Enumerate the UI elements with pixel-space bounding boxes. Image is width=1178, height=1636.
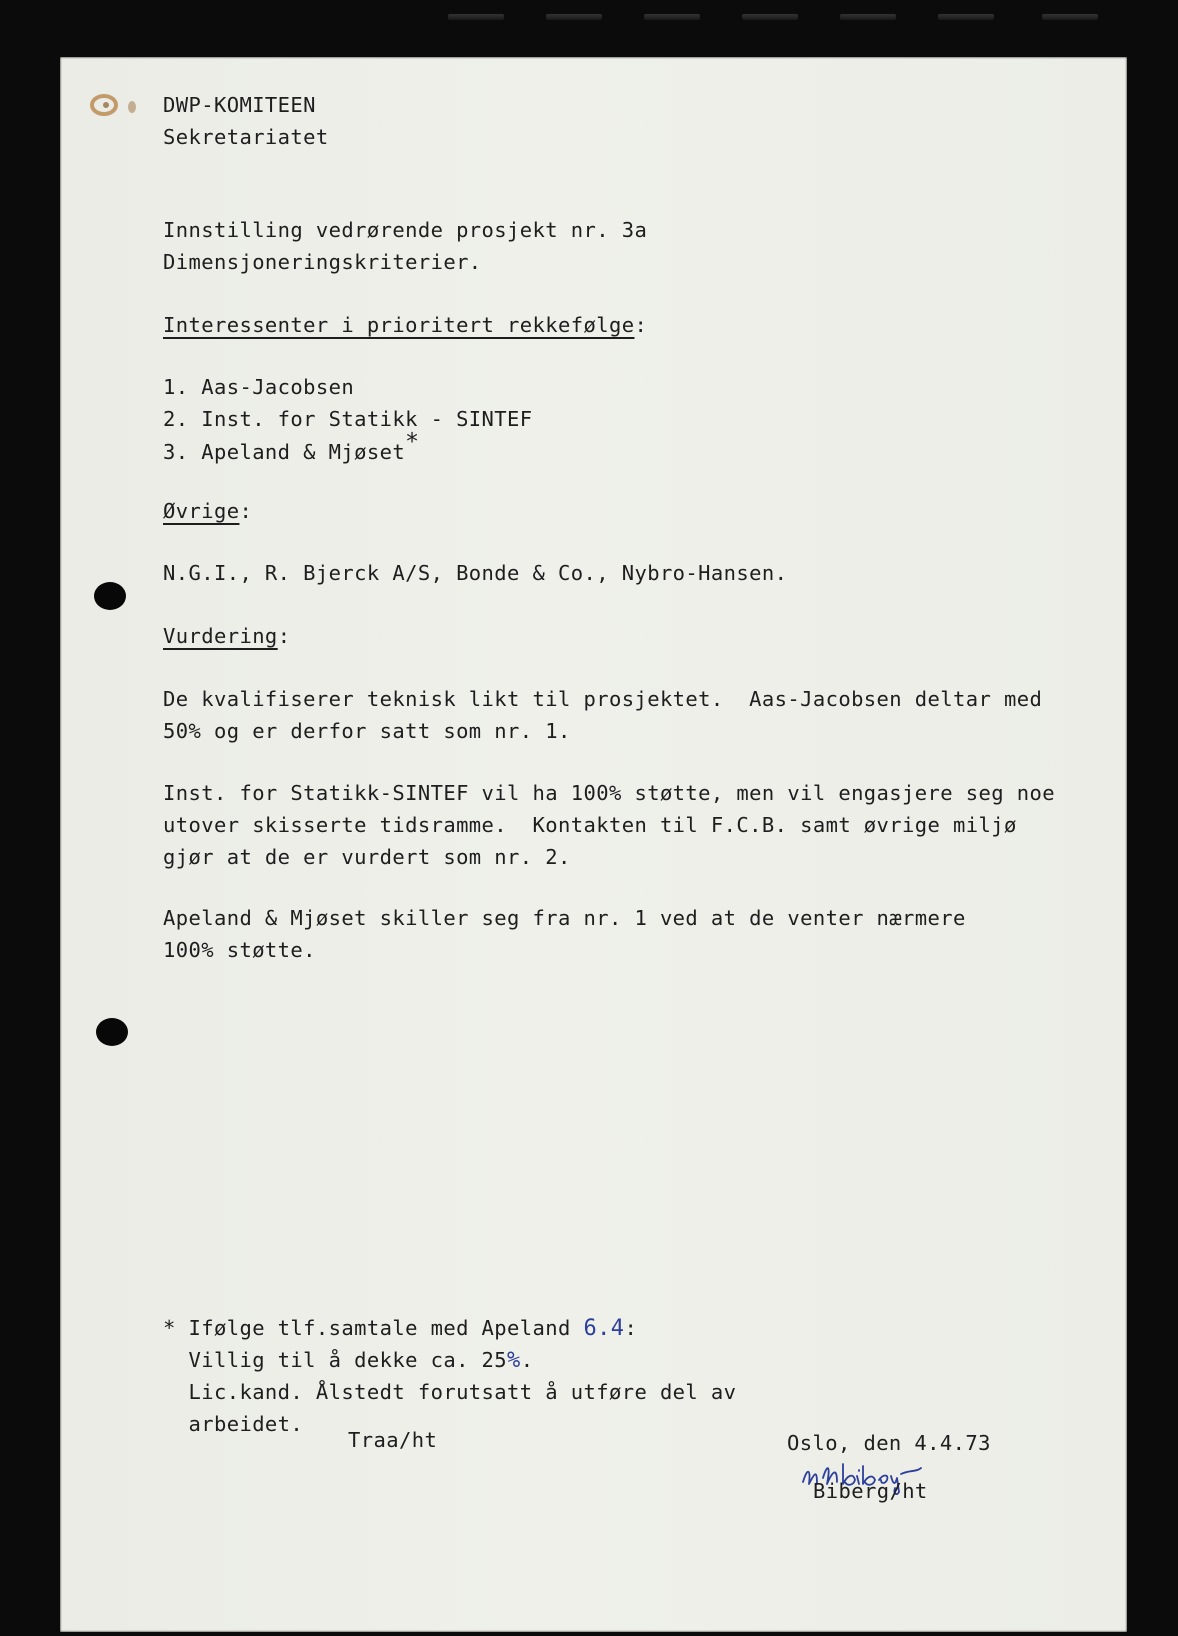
interessent-item: 1. Aas-Jacobsen	[163, 375, 355, 399]
subject-line-1: Innstilling vedrørende prosjekt nr. 3a	[163, 218, 648, 242]
footnote-line: arbeidet.	[163, 1412, 304, 1436]
edge-mark	[1042, 14, 1098, 20]
edge-mark	[840, 14, 896, 20]
handwritten-date: 6.4	[583, 1316, 625, 1341]
footnote-line: Lic.kand. Ålstedt forutsatt å utføre del av	[163, 1380, 737, 1404]
vurdering-p1-line: 50% og er derfor satt som nr. 1.	[163, 719, 571, 743]
punch-hole	[96, 1018, 128, 1046]
org-name: DWP-KOMITEEN	[163, 93, 316, 117]
vurdering-p1-line: De kvalifiserer teknisk likt til prosjektet. Aas-Jacobsen deltar med	[163, 687, 1043, 711]
edge-mark	[644, 14, 700, 20]
film-edge-marks	[0, 14, 1178, 24]
subject-line-2: Dimensjoneringskriterier.	[163, 250, 482, 274]
place-date: Oslo, den 4.4.73	[787, 1431, 991, 1455]
interessent-item: 2. Inst. for Statikk - SINTEF	[163, 407, 533, 431]
vurdering-p2-line: gjør at de er vurdert som nr. 2.	[163, 845, 571, 869]
signature-block: Biberg/ht	[813, 1479, 928, 1503]
footnote-line: * Ifølge tlf.samtale med Apeland 6.4:	[163, 1316, 638, 1341]
asterisk-mark: *	[405, 429, 420, 455]
rust-stain-icon	[88, 91, 148, 121]
interessent-item: 3. Apeland & Mjøset*	[163, 429, 420, 464]
edge-mark	[546, 14, 602, 20]
handwritten-percent: %	[507, 1348, 521, 1373]
edge-mark	[742, 14, 798, 20]
vurdering-p3-line: 100% støtte.	[163, 938, 316, 962]
vurdering-heading: Vurdering:	[163, 624, 291, 648]
footnote-line: Villig til å dekke ca. 25%.	[163, 1348, 534, 1373]
punch-hole	[94, 582, 126, 610]
interessenter-heading: Interessenter i prioritert rekkefølge:	[163, 313, 648, 337]
initials: Traa/ht	[348, 1428, 438, 1452]
ovrige-heading: Øvrige:	[163, 499, 253, 523]
department: Sekretariatet	[163, 125, 329, 149]
edge-mark	[448, 14, 504, 20]
vurdering-p2-line: Inst. for Statikk-SINTEF vil ha 100% støtte, men vil engasjere seg noe	[163, 781, 1055, 805]
ovrige-text: N.G.I., R. Bjerck A/S, Bonde & Co., Nybro-Hansen.	[163, 561, 788, 585]
vurdering-p3-line: Apeland & Mjøset skiller seg fra nr. 1 ved at de venter nærmere	[163, 906, 966, 930]
edge-mark	[938, 14, 994, 20]
document-page	[60, 57, 1127, 1632]
vurdering-p2-line: utover skisserte tidsramme. Kontakten til F.C.B. samt øvrige miljø	[163, 813, 1017, 837]
